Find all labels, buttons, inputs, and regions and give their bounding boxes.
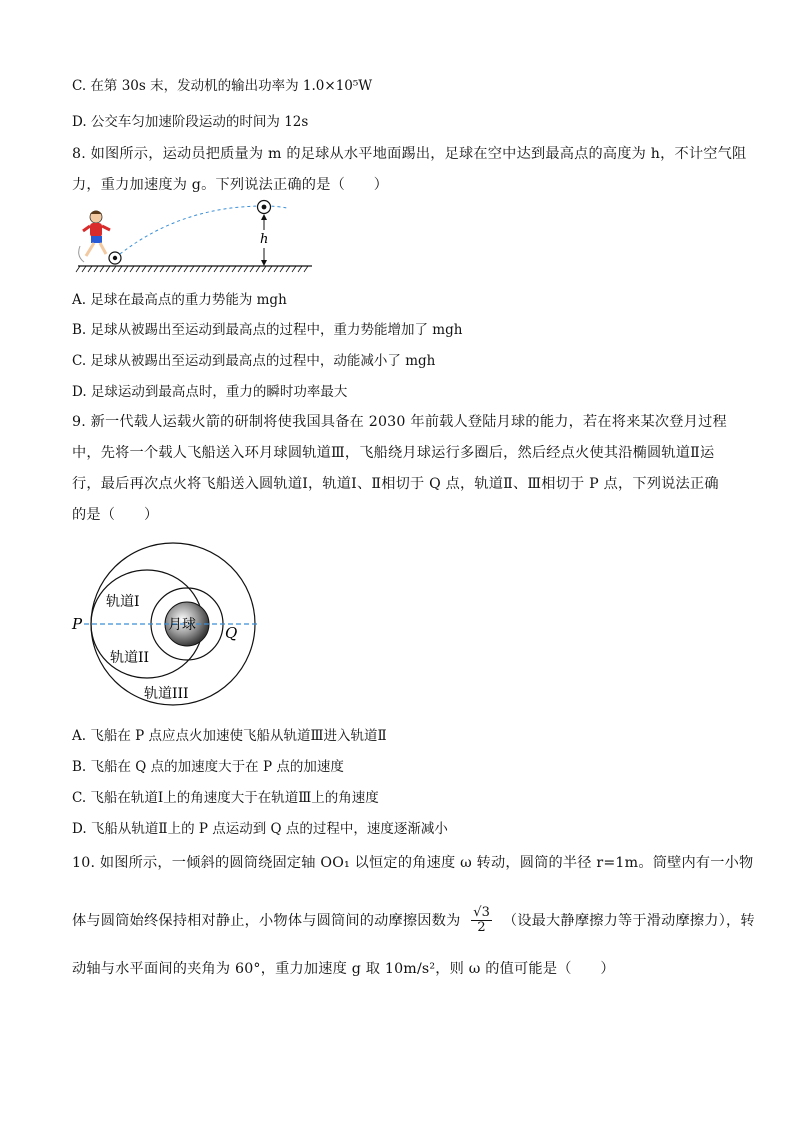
ball-at-top — [258, 201, 271, 214]
orbit-1-label: 轨道I — [106, 594, 140, 610]
fraction-denominator: 2 — [477, 920, 486, 936]
q9-stem-line3: 行，最后再次点火将飞船送入圆轨道Ⅰ，轨道Ⅰ、Ⅱ相切于 Q 点，轨道Ⅱ、Ⅲ相切于 P 点，下列说法正确 — [72, 476, 719, 492]
option-d-q7: D. 公交车匀加速阶段运动的时间为 12s — [72, 114, 309, 130]
q8-option-d: D. 足球运动到最高点时，重力的瞬时功率最大 — [72, 384, 348, 400]
ball-on-ground — [109, 252, 121, 264]
option-c-q7: C. 在第 30s 末，发动机的输出功率为 1.0×10⁵W — [72, 78, 373, 94]
fraction-numerator: √3 — [473, 905, 491, 920]
q9-option-d: D. 飞船从轨道Ⅱ上的 P 点运动到 Q 点的过程中，速度逐渐减小 — [72, 821, 448, 837]
point-Q-label: Q — [225, 624, 238, 642]
q10-line2-part2: （设最大静摩擦力等于滑动摩擦力），转 — [502, 912, 755, 929]
q8-stem-line2: 力，重力加速度为 g。下列说法正确的是（ ） — [72, 177, 389, 193]
height-label: h — [260, 232, 269, 247]
q10-line2-part1: 体与圆筒始终保持相对静止，小物体与圆筒间的动摩擦因数为 — [72, 912, 461, 929]
q9-option-c: C. 飞船在轨道Ⅰ上的角速度大于在轨道Ⅲ上的角速度 — [72, 790, 379, 806]
player-figure — [79, 211, 110, 263]
friction-fraction — [471, 906, 492, 936]
q8-option-a: A. 足球在最高点的重力势能为 mgh — [72, 292, 287, 308]
q9-option-b: B. 飞船在 Q 点的加速度大于在 P 点的加速度 — [72, 759, 344, 775]
q8-football-figure — [72, 196, 322, 274]
ground-hatching — [76, 266, 308, 272]
q9-stem-line2: 中，先将一个载人飞船送入环月球圆轨道Ⅲ，飞船绕月球运行多圈后，然后经点火使其沿椭圆轨道Ⅱ运 — [72, 445, 715, 461]
orbit-3-label: 轨道III — [144, 686, 189, 702]
q9-stem-line1: 9. 新一代载人运载火箭的研制将使我国具备在 2030 年前载人登陆月球的能力，若在将来某次登月过程 — [72, 414, 727, 430]
q9-orbit-figure — [70, 540, 270, 710]
point-P-label: P — [72, 615, 83, 633]
q9-stem-line4: 的是（ ） — [72, 507, 159, 523]
q8-stem-line1: 8. 如图所示，运动员把质量为 m 的足球从水平地面踢出，足球在空中达到最高点的高度为 h，不计空气阻 — [72, 146, 747, 162]
q9-option-a: A. 飞船在 P 点应点火加速使飞船从轨道Ⅲ进入轨道Ⅱ — [72, 728, 387, 744]
q10-stem-line3: 动轴与水平面间的夹角为 60°，重力加速度 g 取 10m/s²，则 ω 的值可能是（ ） — [72, 961, 615, 977]
orbit-2-label: 轨道II — [110, 650, 150, 666]
q8-option-c: C. 足球从被踢出至运动到最高点的过程中，动能减小了 mgh — [72, 353, 436, 369]
q10-stem-line1: 10. 如图所示，一倾斜的圆筒绕固定轴 OO₁ 以恒定的角速度 ω 转动，圆筒的半径 r=1m。筒壁内有一小物 — [72, 855, 754, 871]
q10-stem-line2 — [72, 906, 755, 936]
moon-label: 月球 — [168, 617, 196, 633]
q8-option-b: B. 足球从被踢出至运动到最高点的过程中，重力势能增加了 mgh — [72, 322, 463, 338]
